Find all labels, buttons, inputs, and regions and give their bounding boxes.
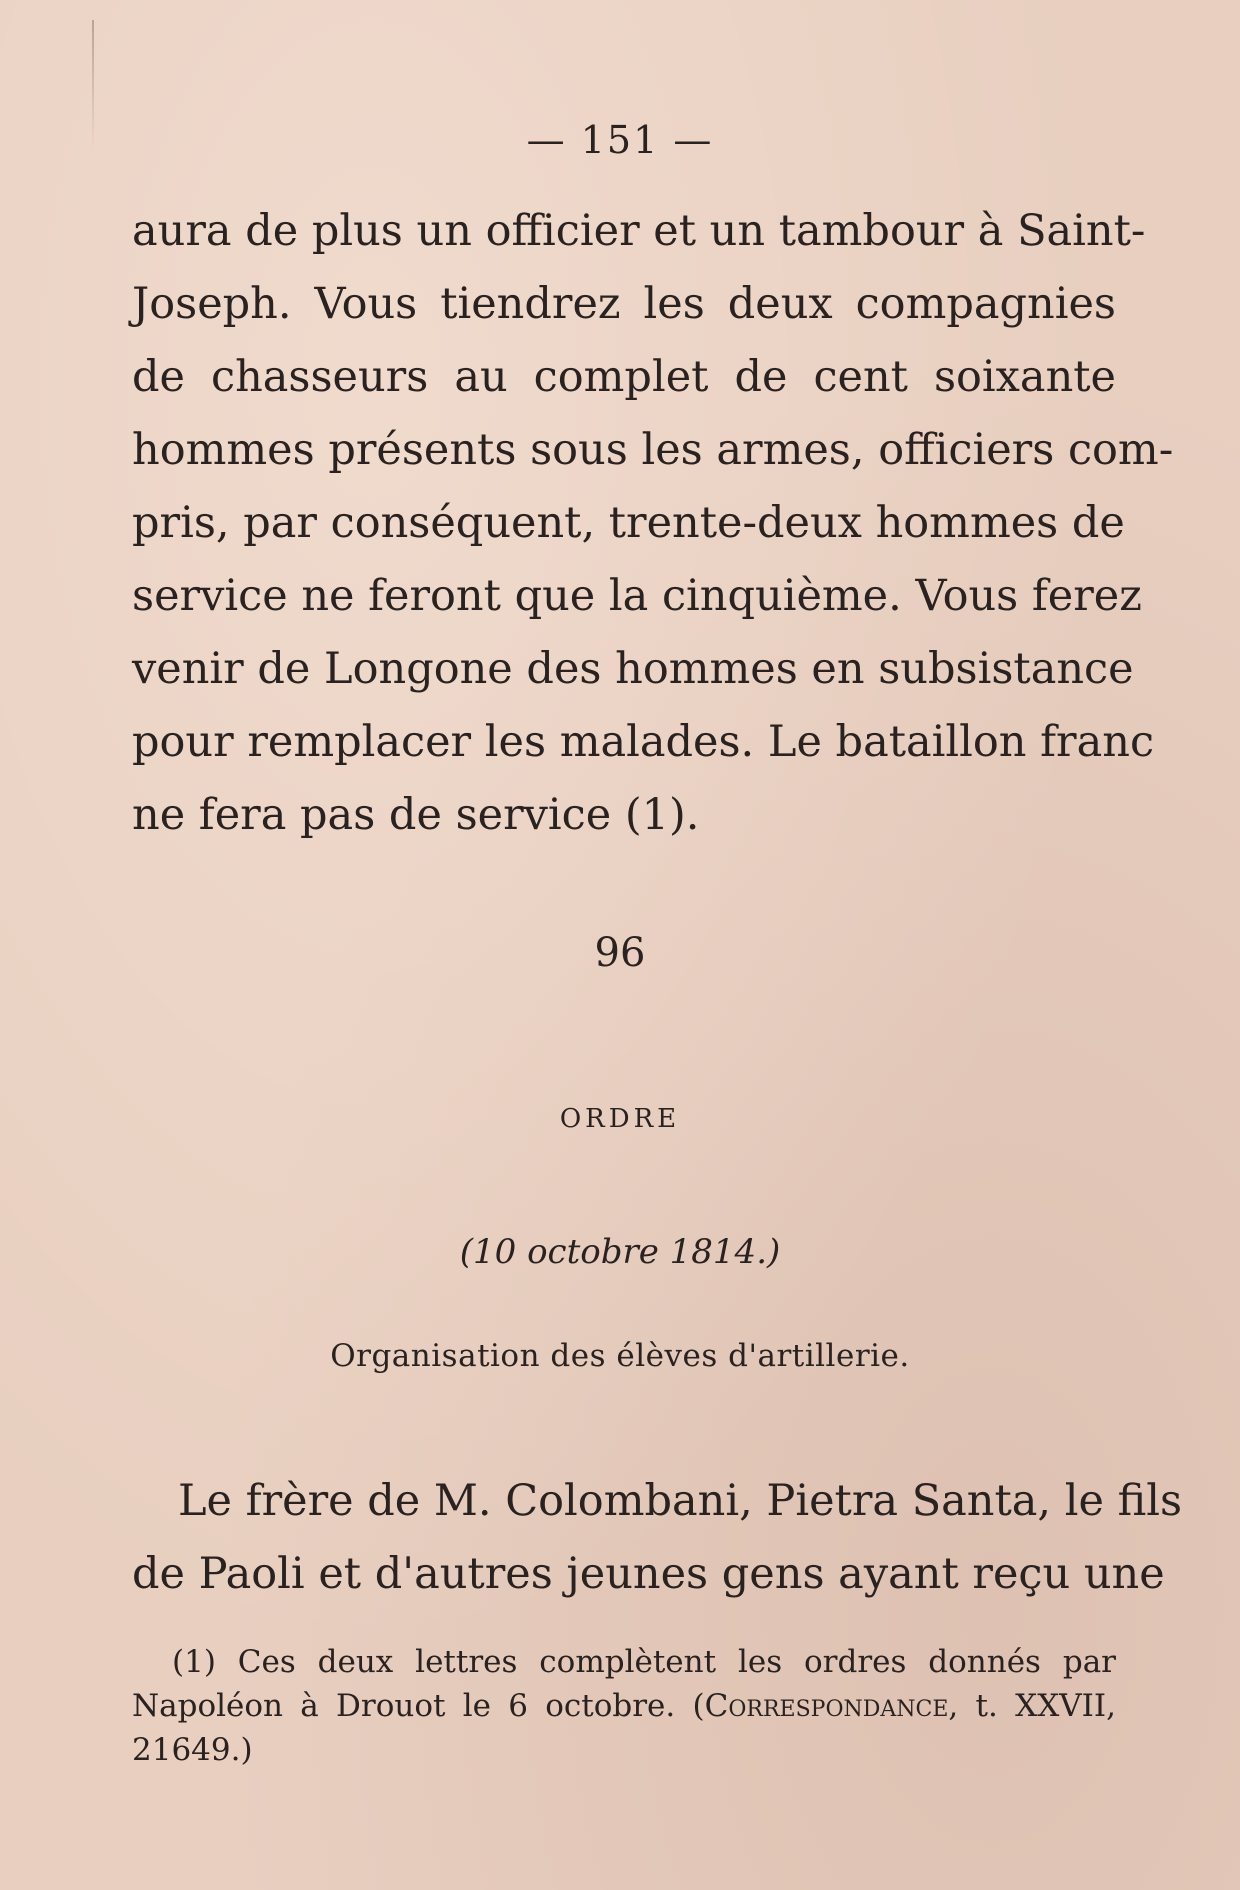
body-line: service ne feront que la cinquième. Vous ferez (132, 571, 1142, 621)
document-subject: Organisation des élèves d'artillerie. (330, 1338, 910, 1374)
footnote-text: , t. XXVII, (948, 1688, 1117, 1724)
body-line: ne fera pas de service (1). (132, 790, 700, 840)
body-line: de chasseurs au complet de cent soixante (132, 352, 1116, 402)
footnote-line: (1) Ces deux lettres complètent les ordres donnés par (172, 1644, 1116, 1680)
footnote-source-title: Correspondance (704, 1688, 949, 1724)
document-number: 96 (594, 930, 646, 976)
footnote-line (132, 1684, 1116, 1728)
footnote-text: Napoléon à Drouot le 6 octobre. ( (132, 1688, 705, 1724)
letter-line: Le frère de M. Colombani, Pietra Santa, le fils (178, 1476, 1183, 1526)
body-line: hommes présents sous les armes, officiers com- (132, 425, 1174, 475)
document-type-heading: ORDRE (559, 1104, 681, 1134)
letter-paragraph (132, 1465, 1183, 1611)
body-line: venir de Longone des hommes en subsistance (132, 644, 1134, 694)
letter-line: de Paoli et d'autres jeunes gens ayant reçu une (132, 1549, 1165, 1599)
body-line: pour remplacer les malades. Le bataillon franc (132, 717, 1155, 767)
body-paragraph (132, 195, 1174, 852)
page-number-header: — 151 — (526, 118, 714, 162)
body-line: pris, par conséquent, trente-deux hommes de (132, 498, 1125, 548)
footnote-line: 21649.) (132, 1732, 253, 1768)
document-date: (10 octobre 1814.) (459, 1232, 781, 1272)
body-line: Joseph. Vous tiendrez les deux compagnies (132, 279, 1116, 329)
body-line: aura de plus un officier et un tambour à Saint- (132, 206, 1146, 256)
footnote (132, 1640, 1116, 1772)
